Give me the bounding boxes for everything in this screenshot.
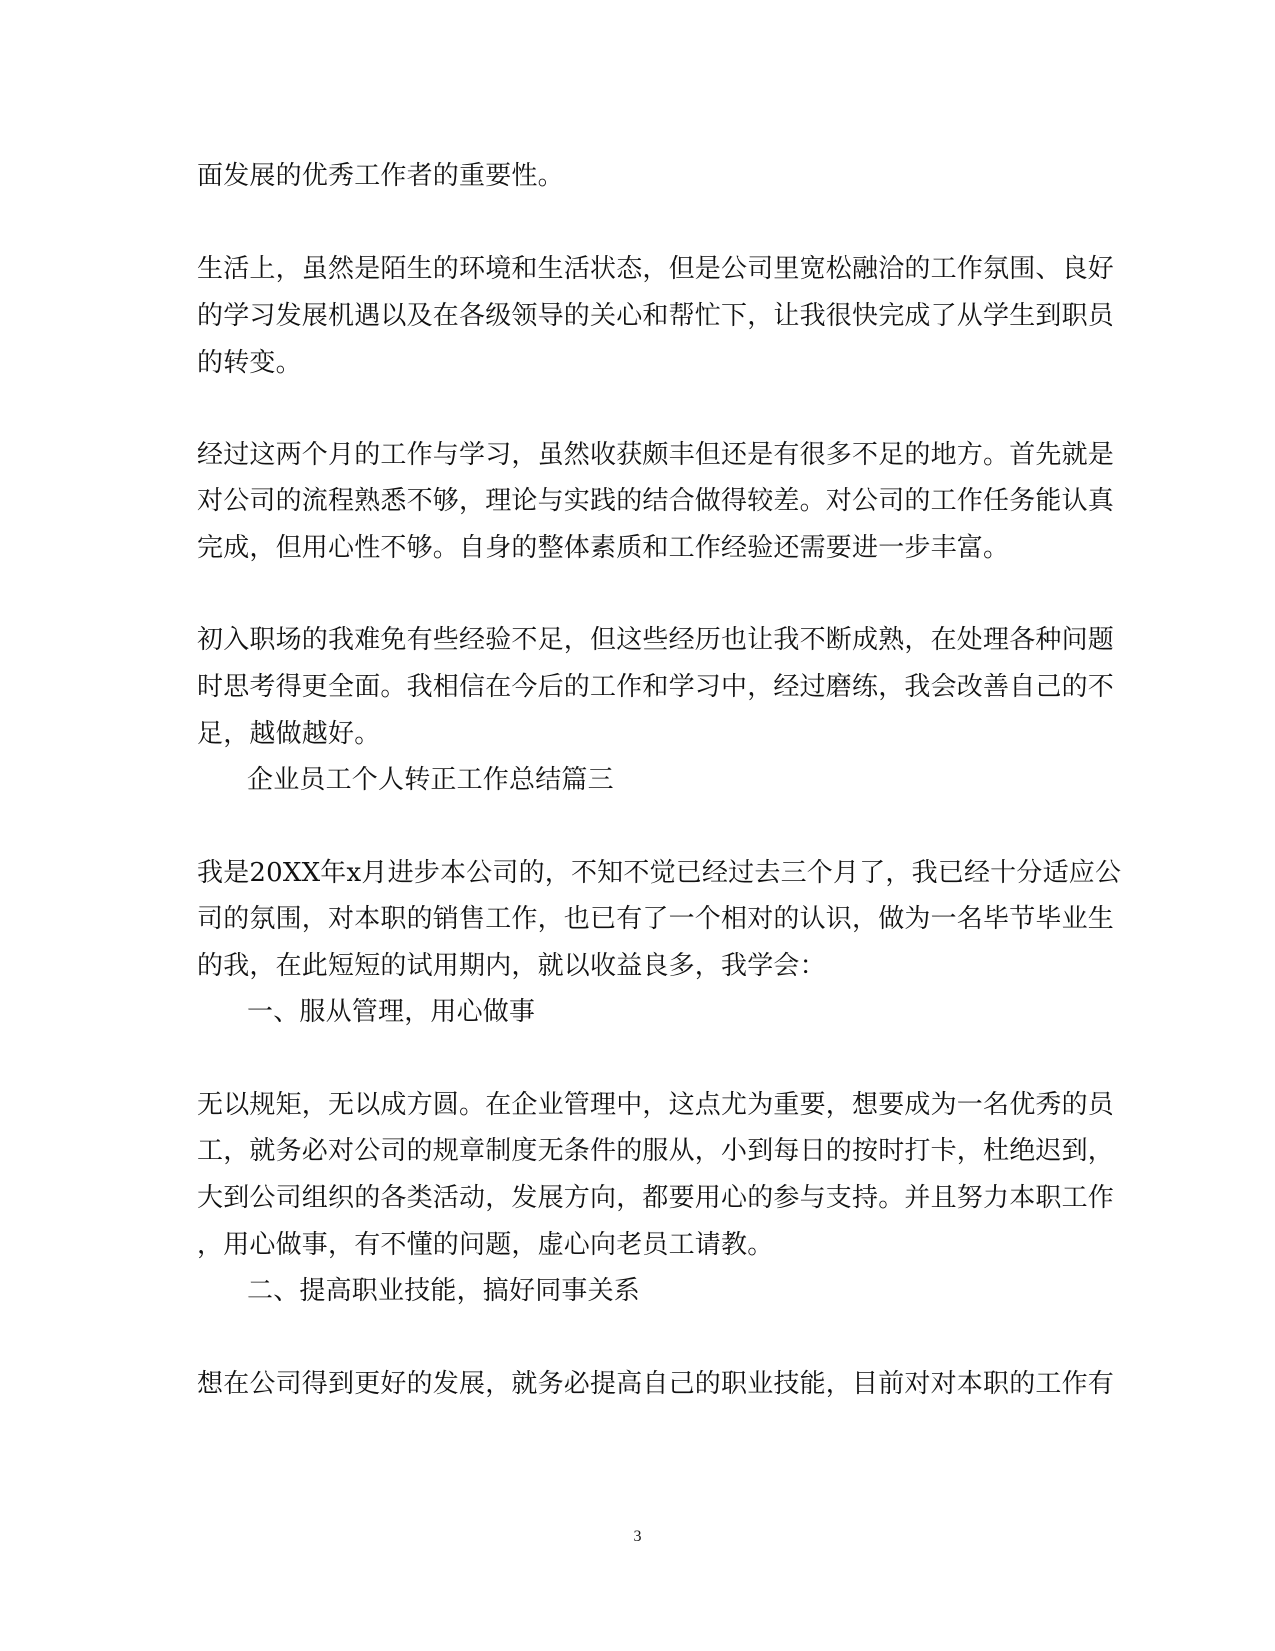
paragraph-line: 大到公司组织的各类活动，发展方向，都要用心的参与支持。并且努力本职工作	[197, 1183, 1115, 1213]
paragraph-line: 对公司的流程熟悉不够，理论与实践的结合做得较差。对公司的工作任务能认真	[197, 486, 1115, 516]
paragraph-line: 想在公司得到更好的发展，就务必提高自己的职业技能，目前对对本职的工作有	[197, 1369, 1115, 1399]
paragraph-line: 面发展的优秀工作者的重要性。	[197, 161, 564, 191]
paragraph-line: 完成，但用心性不够。自身的整体素质和工作经验还需要进一步丰富。	[197, 533, 1010, 563]
paragraph-line: 的我，在此短短的试用期内，就以收益良多，我学会：	[197, 951, 826, 981]
subsection-heading: 一、服从管理，用心做事	[247, 997, 536, 1027]
paragraph-line: 生活上，虽然是陌生的环境和生活状态，但是公司里宽松融洽的工作氛围、良好	[197, 254, 1115, 284]
paragraph-line: 工，就务必对公司的规章制度无条件的服从，小到每日的按时打卡，杜绝迟到，	[197, 1136, 1115, 1166]
paragraph-line: 的转变。	[197, 348, 302, 378]
section-heading: 企业员工个人转正工作总结篇三	[247, 765, 614, 795]
paragraph-line: 无以规矩，无以成方圆。在企业管理中，这点尤为重要，想要成为一名优秀的员	[197, 1090, 1115, 1120]
paragraph-line: 初入职场的我难免有些经验不足，但这些经历也让我不断成熟，在处理各种问题	[197, 625, 1115, 655]
paragraph-line: 经过这两个月的工作与学习，虽然收获颇丰但还是有很多不足的地方。首先就是	[197, 440, 1115, 470]
paragraph-line: 时思考得更全面。我相信在今后的工作和学习中，经过磨练，我会改善自己的不	[197, 672, 1115, 702]
paragraph-line: 司的氛围，对本职的销售工作，也已有了一个相对的认识，做为一名毕节毕业生	[197, 904, 1115, 934]
paragraph-line: 的学习发展机遇以及在各级领导的关心和帮忙下，让我很快完成了从学生到职员	[197, 301, 1115, 331]
paragraph-line: 足，越做越好。	[197, 719, 381, 749]
paragraph-line: 我是20XX年x月进步本公司的，不知不觉已经过去三个月了，我已经十分适应公	[197, 858, 1122, 888]
page-number: 3	[633, 1528, 642, 1545]
paragraph-line: ，用心做事，有不懂的问题，虚心向老员工请教。	[197, 1230, 774, 1260]
subsection-heading: 二、提高职业技能，搞好同事关系	[247, 1276, 641, 1306]
